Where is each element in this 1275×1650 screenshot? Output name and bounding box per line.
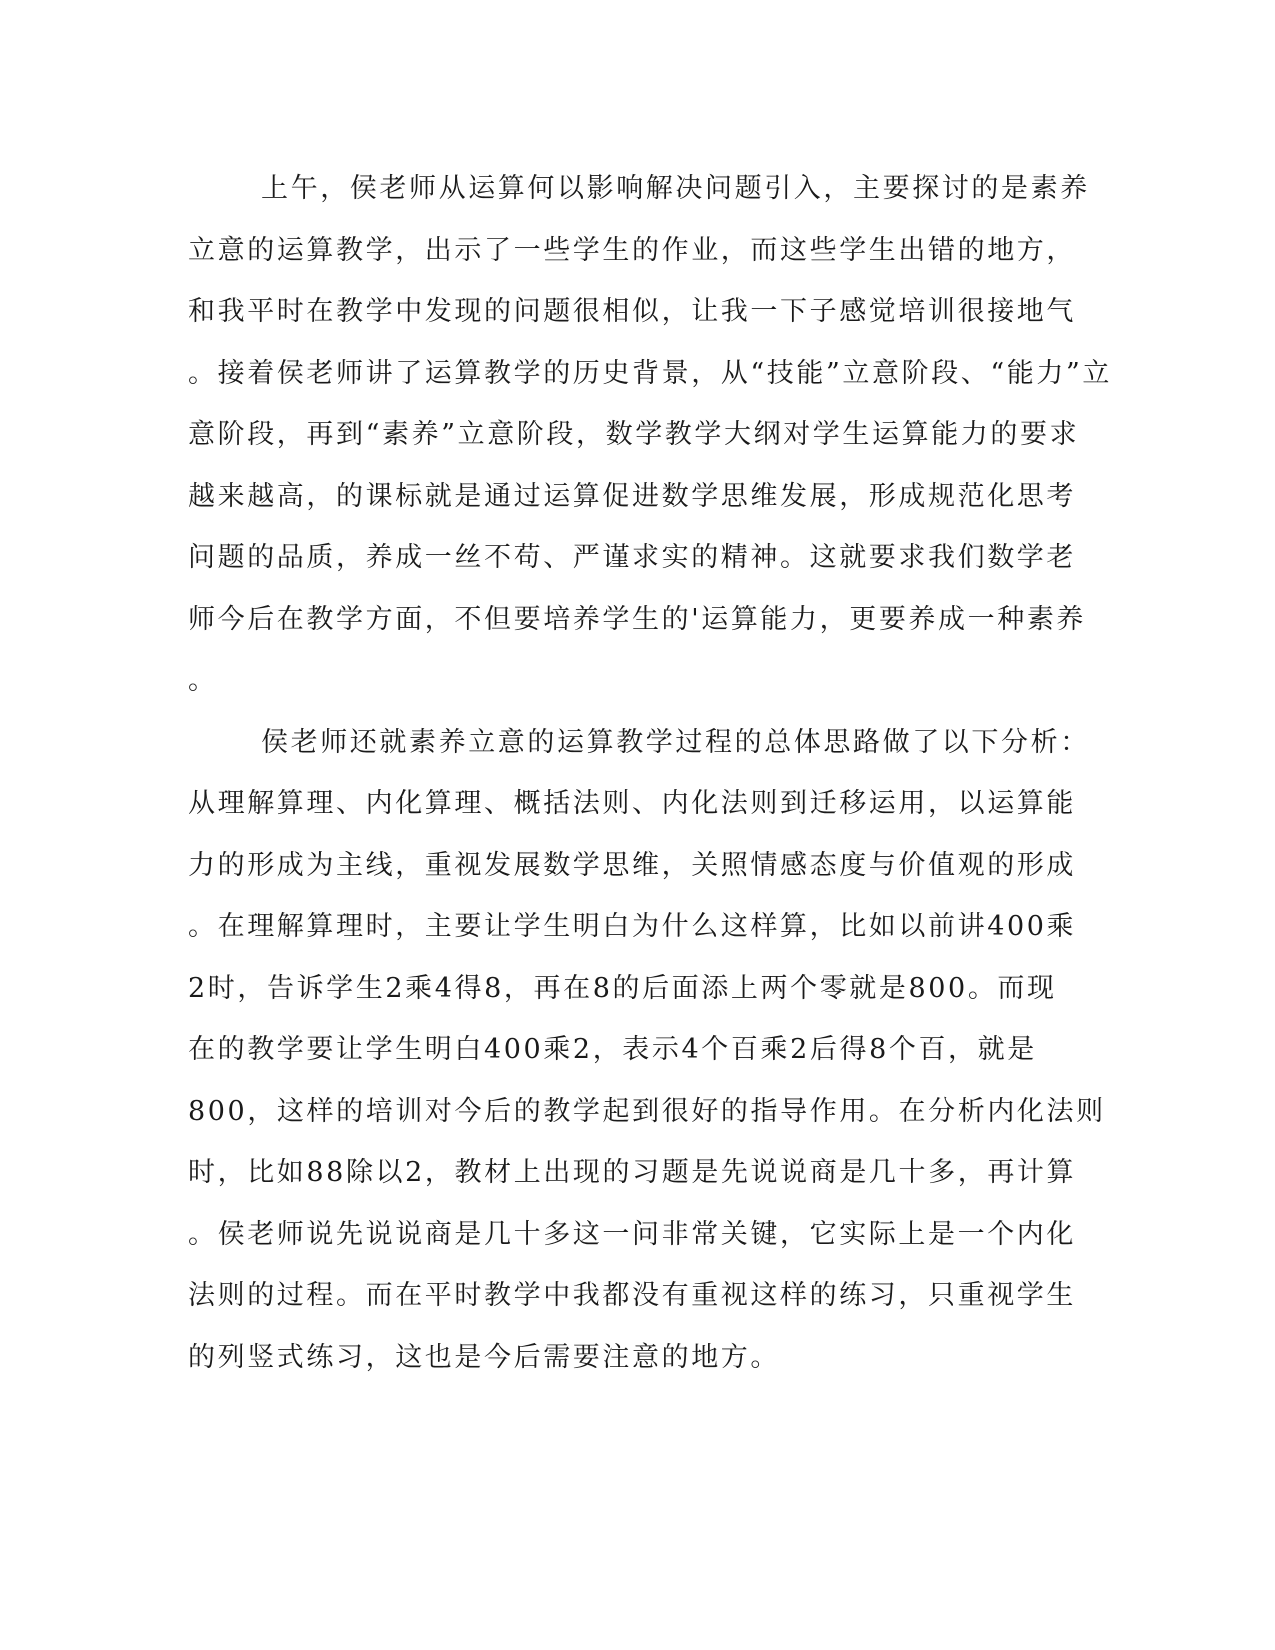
text-line: 上午，侯老师从运算何以影响解决问题引入，主要探讨的是素养 <box>261 173 1090 204</box>
text-line: 和我平时在教学中发现的问题很相似，让我一下子感觉培训很接地气 <box>188 296 1076 327</box>
text-line: 在的教学要让学生明白400乘2，表示4个百乘2后得8个百，就是 <box>188 1034 1037 1065</box>
paragraph <box>188 158 1188 712</box>
text-line: 越来越高，的课标就是通过运算促进数学思维发展，形成规范化思考 <box>188 480 1076 512</box>
text-line: 问题的品质，养成一丝不苟、严谨求实的精神。这就要求我们数学老 <box>188 542 1076 573</box>
text-line: 。侯老师说先说说商是几十多这一问非常关键，它实际上是一个内化 <box>188 1218 1076 1250</box>
text-line: 法则的过程。而在平时教学中我都没有重视这样的练习，只重视学生 <box>188 1280 1076 1311</box>
document-body <box>188 158 1188 1388</box>
text-line: 。 <box>188 665 218 696</box>
text-line: 侯老师还就素养立意的运算教学过程的总体思路做了以下分析： <box>261 726 1090 758</box>
text-line: 2时，告诉学生2乘4得8，再在8的后面添上两个零就是800。而现 <box>188 972 1057 1004</box>
text-line: 师今后在教学方面，不但要培养学生的'运算能力，更要养成一种素养 <box>188 603 1087 635</box>
text-line: 时，比如88除以2，教材上出现的习题是先说说商是几十多，再计算 <box>188 1157 1077 1188</box>
text-line: 。在理解算理时，主要让学生明白为什么这样算，比如以前讲400乘 <box>188 911 1077 942</box>
text-line: 从理解算理、内化算理、概括法则、内化法则到迁移运用，以运算能 <box>188 788 1076 819</box>
text-line: 的列竖式练习，这也是今后需要注意的地方。 <box>188 1341 780 1373</box>
text-line: 立意的运算教学，出示了一些学生的作业，而这些学生出错的地方， <box>188 234 1076 266</box>
text-line: 。接着侯老师讲了运算教学的历史背景，从“技能”立意阶段、“能力”立 <box>188 357 1113 389</box>
text-line: 800，这样的培训对今后的教学起到很好的指导作用。在分析内化法则 <box>188 1095 1106 1127</box>
text-line: 意阶段，再到“素养”立意阶段，数学教学大纲对学生运算能力的要求 <box>188 419 1080 450</box>
paragraph <box>188 712 1188 1389</box>
text-line: 力的形成为主线，重视发展数学思维，关照情感态度与价值观的形成 <box>188 849 1076 881</box>
